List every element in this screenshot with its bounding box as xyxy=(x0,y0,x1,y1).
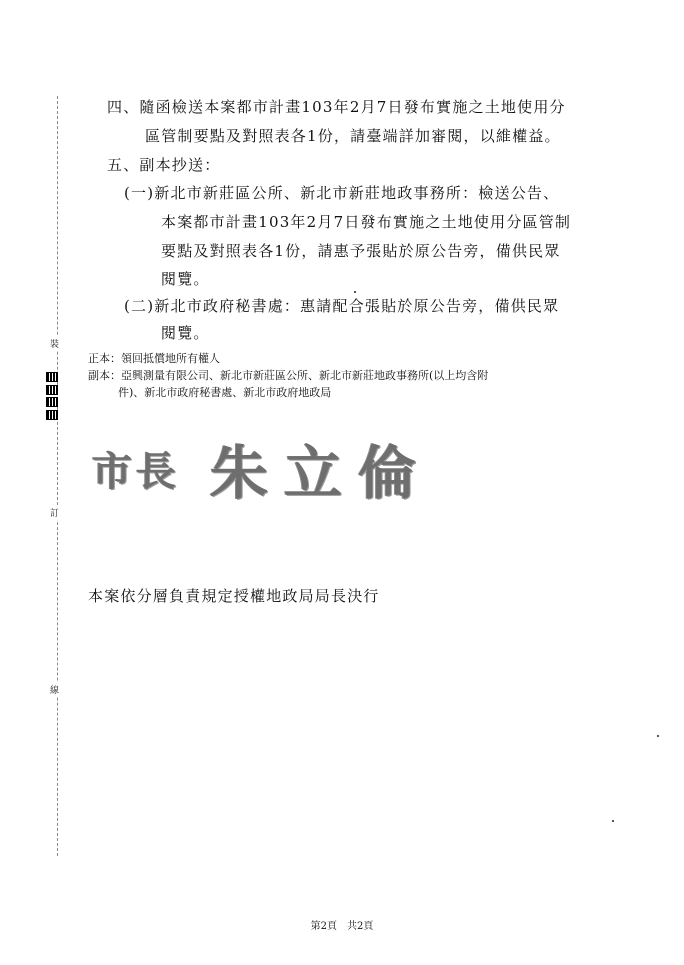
binding-line xyxy=(57,96,58,856)
copy-recipients-line-1: 副本：亞興測量有限公司、新北市新莊區公所、新北市新莊地政事務所(以上均含附 xyxy=(88,369,489,382)
delegation-note: 本案依分層負責規定授權地政局局長決行 xyxy=(88,587,380,605)
sub-item-one-line-1: (一)新北市新莊區公所、新北市新莊地政事務所：檢送公告、 xyxy=(124,184,560,202)
copy-recipients-line-2: 件)、新北市政府秘書處、新北市政府地政局 xyxy=(118,386,332,399)
sub-item-two-line-1: (二)新北市政府秘書處：惠請配合張貼於原公告旁，備供民眾 xyxy=(124,297,560,315)
scan-speck xyxy=(612,820,614,822)
scan-speck xyxy=(657,735,659,737)
item-five-heading: 五、副本抄送： xyxy=(107,156,221,174)
item-four-line-2: 區管制要點及對照表各1份，請臺端詳加審閱，以維權益。 xyxy=(145,127,561,145)
sub-item-one-line-3: 要點及對照表各1份，請惠予張貼於原公告旁，備供民眾 xyxy=(161,242,561,260)
sub-item-one-line-4: 閱覽。 xyxy=(161,270,210,288)
barcode-stamp xyxy=(46,372,58,420)
sub-item-two-line-2: 閱覽。 xyxy=(161,324,210,342)
binding-mark-xian: 線 xyxy=(50,682,59,697)
page-number: 第2頁 共2頁 xyxy=(310,921,374,932)
mayor-signature-stamp xyxy=(92,428,432,508)
signature-title: 市長 xyxy=(92,448,180,495)
signature-name: 朱立倫 xyxy=(210,439,433,507)
item-four-line-1: 四、隨函檢送本案都市計畫103年2月7日發布實施之土地使用分 xyxy=(107,98,566,116)
scan-speck xyxy=(354,291,356,293)
binding-mark-zhuang: 裝 xyxy=(50,336,59,351)
original-recipient: 正本：領回抵償地所有權人 xyxy=(88,352,220,365)
sub-item-one-line-2: 本案都市計畫103年2月7日發布實施之土地使用分區管制 xyxy=(161,213,572,231)
binding-mark-ding: 訂 xyxy=(50,505,59,520)
